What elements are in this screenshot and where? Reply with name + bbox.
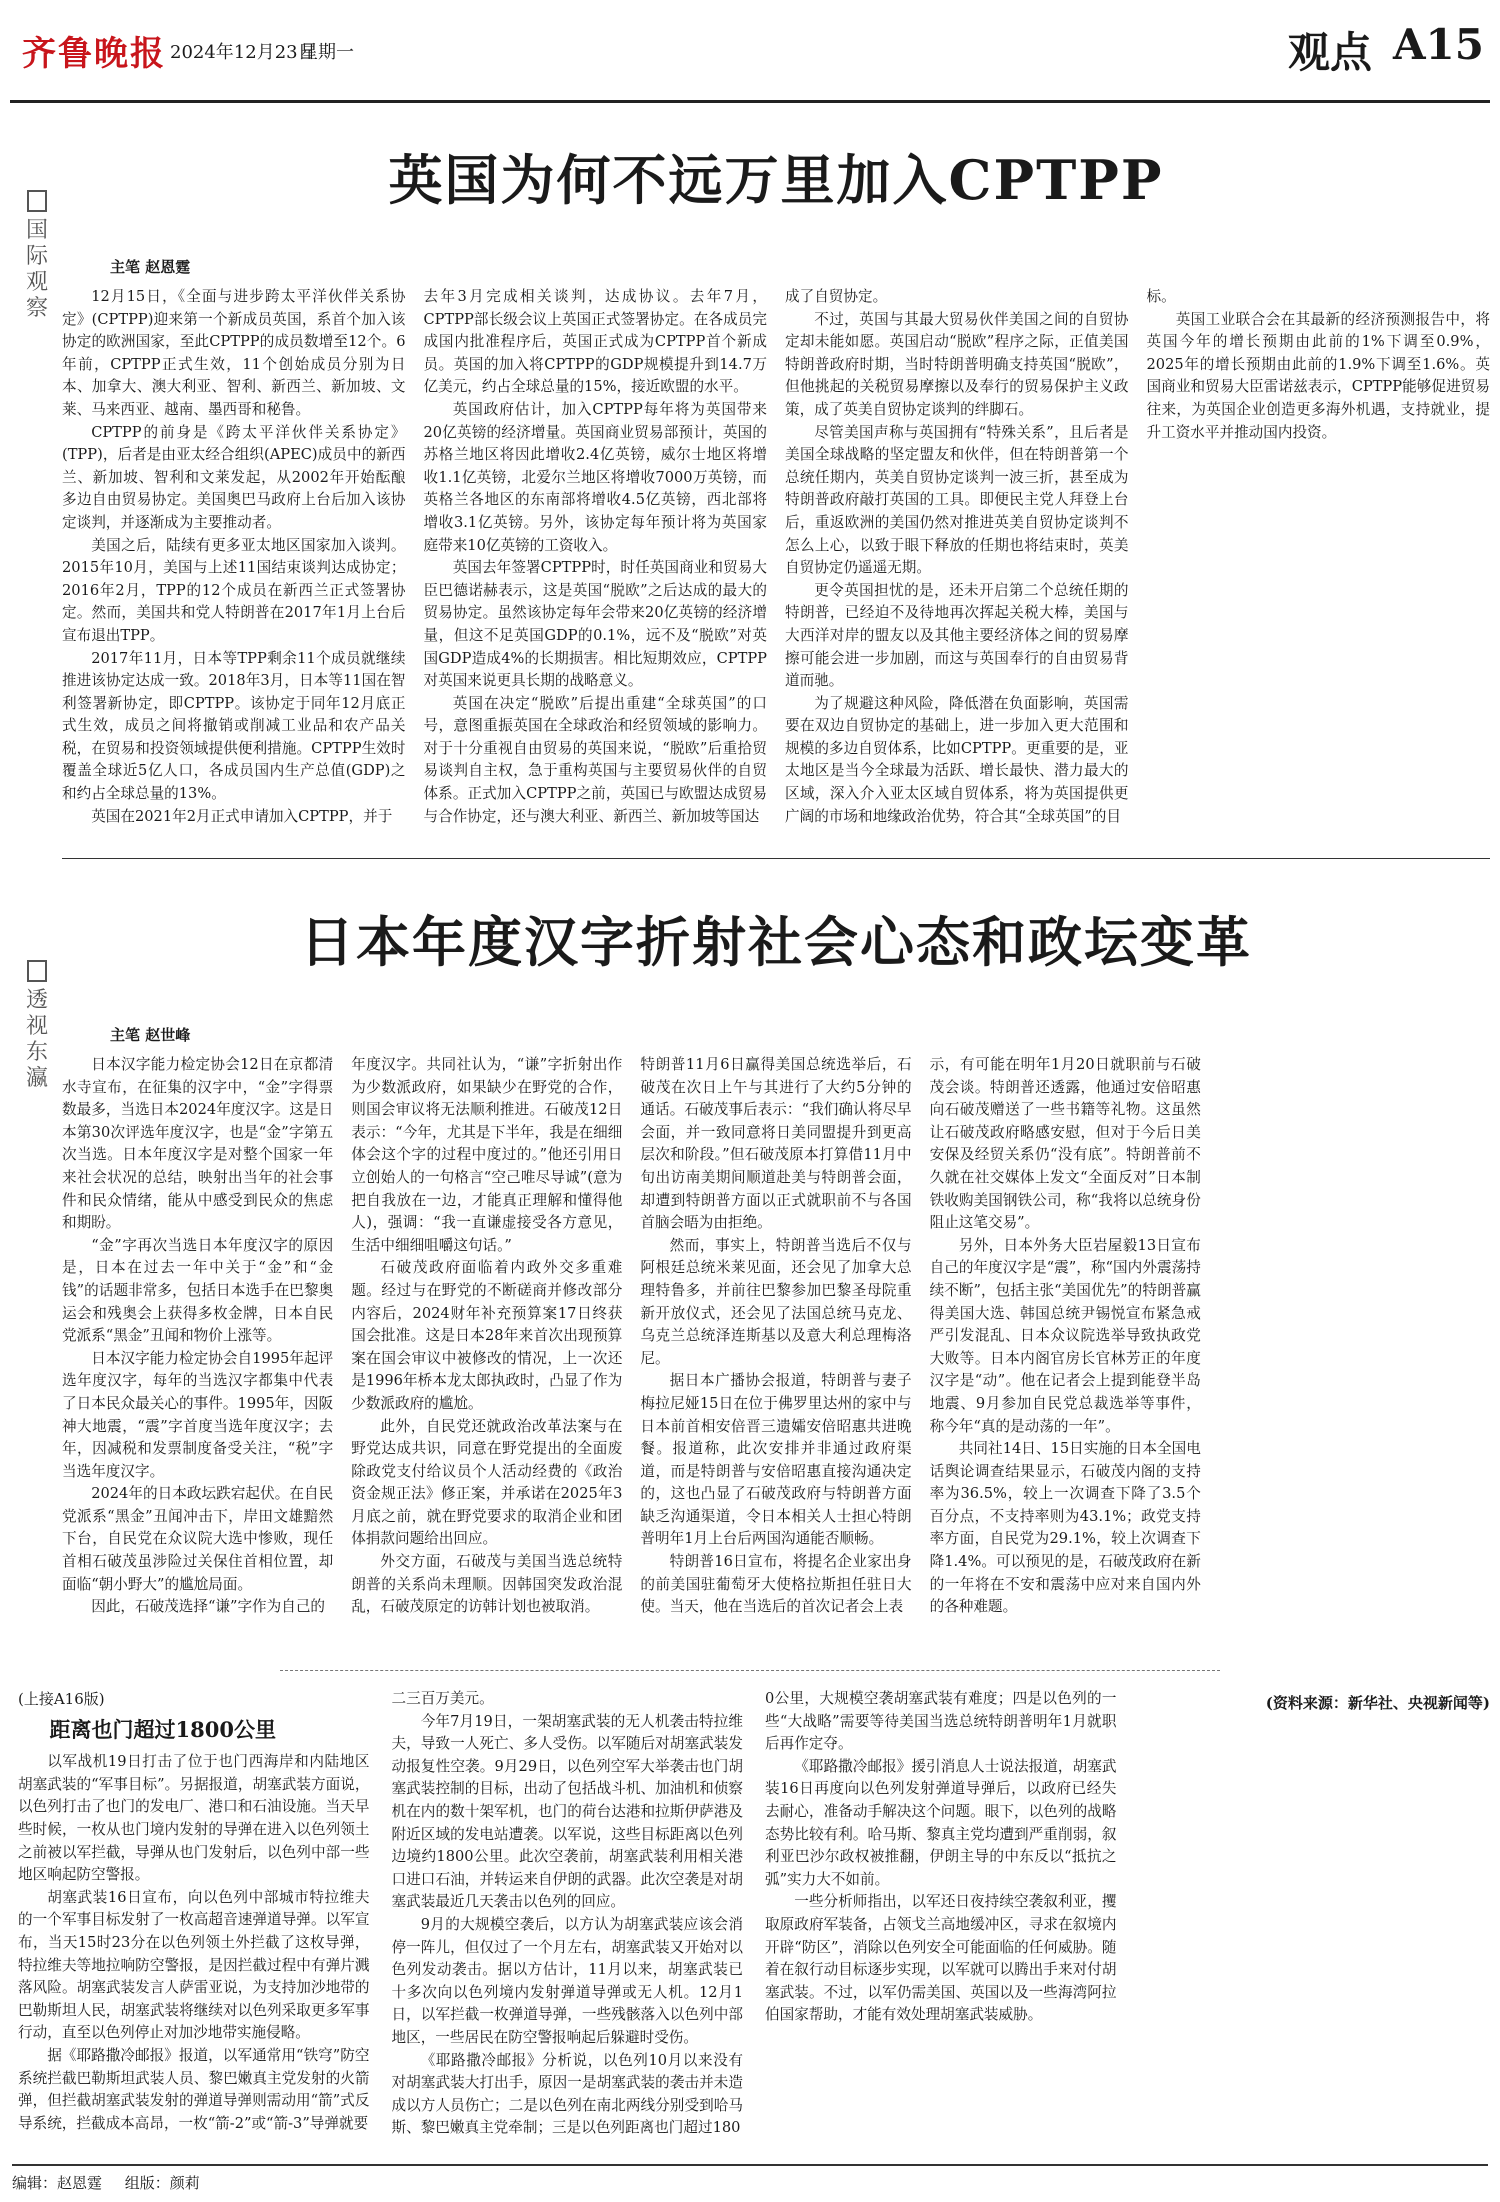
article-body bbox=[62, 286, 1490, 842]
masthead-logo: 齐鲁晚报 bbox=[22, 34, 166, 74]
text-column bbox=[640, 1054, 911, 1626]
section-name: 观点 bbox=[1287, 28, 1372, 77]
paragraph: 去年3月完成相关谈判，达成协议。去年7月，CPTPP部长级会议上英国正式签署协定。在各成员完成国内批准程序后，英国正式成为CPTPP首个新成员。英国的加入将CPTPP的GDP规模提升到14.7万亿美元，约占全球总量的15%，接近欧盟的水平。 bbox=[423, 288, 767, 396]
paragraph: CPTPP的前身是《跨太平洋伙伴关系协定》(TPP)，后者是由亚太经合组织(APEC)成员中的新西兰、新加坡、智利和文莱发起，从2002年开始酝酿多边自由贸易协定。美国奥巴马政府上台后加入该协定谈判，并逐渐成为主要推动者。 bbox=[62, 423, 406, 531]
paragraph: 然而，事实上，特朗普当选后不仅与阿根廷总统米莱见面，还会见了加拿大总理特鲁多，并前往巴黎参加巴黎圣母院重新开放仪式，还会见了法国总统马克龙、乌克兰总统泽连斯基以及意大利总理梅洛尼。 bbox=[640, 1236, 912, 1367]
article-japan-kanji bbox=[62, 900, 1490, 1640]
paragraph: 9月的大规模空袭后，以方认为胡塞武装应该会消停一阵儿，但仅过了一个月左右，胡塞武装又开始对以色列发动袭击。据以方估计，11月以来，胡塞武装已十多次向以色列境内发射弹道导弹或无人机。12月1日，以军拦截一枚弹道导弹，一些残骸落入以色列中部地区，一些居民在防空警报响起后躲避时受伤。 bbox=[391, 1915, 743, 2046]
paragraph: 英国政府估计，加入CPTPP每年将为英国带来20亿英镑的经济增量。英国商业贸易部预计，英国的苏格兰地区将因此增收2.4亿英镑，威尔士地区将增收1.1亿英镑，北爱尔兰地区将增收7000万英镑，而英格兰各地区的东南部将增收4.5亿英镑，西北部将增收3.1亿英镑。另外，该协定每年预计将为英国家庭带来10亿英镑的工资收入。 bbox=[423, 400, 767, 554]
column-label-international bbox=[22, 190, 52, 322]
text-column bbox=[351, 1054, 622, 1626]
article-headline: 英国为何不远万里加入CPTPP bbox=[388, 148, 1164, 212]
paragraph: 《耶路撒冷邮报》援引消息人士说法报道，胡塞武装16日再度向以色列发射弹道导弹后，以政府已经失去耐心，准备动手解决这个问题。眼下，以色列的战略态势比较有利。哈马斯、黎真主党均遭到严重削弱，叙利亚巴沙尔政权被推翻，伊朗主导的中东反以“抵抗之弧”实力大不如前。 bbox=[765, 1757, 1117, 1888]
text-column bbox=[930, 1054, 1201, 1626]
paragraph: 英国去年签署CPTPP时，时任英国商业和贸易大臣巴德诺赫表示，这是英国“脱欧”之后达成的最大的贸易协定。虽然该协定每年会带来20亿英镑的经济增量，但这不足英国GDP的0.1%，远不及“脱欧”对英国GDP造成4%的长期损害。相比短期效应，CPTPP对英国来说更具长期的战略意义。 bbox=[423, 559, 767, 690]
paragraph: 特朗普11月6日赢得美国总统选举后，石破茂在次日上午与其进行了大约5分钟的通话。石破茂事后表示：“我们确认将尽早会面，并一致同意将日美同盟提升到更高层次和阶段。”但石破茂原本打算借11月中旬出访南美期间顺道赴美与特朗普会面，却遭到特朗普方面以正式就职前不与各国首脑会晤为由拒绝。 bbox=[640, 1056, 912, 1232]
article-headline: 日本年度汉字折射社会心态和政坛变革 bbox=[300, 910, 1252, 974]
paragraph: 一些分析师指出，以军还日夜持续空袭叙利亚，攫取原政府军装备，占领戈兰高地缓冲区，寻求在叙境内开辟“防区”，消除以色列安全可能面临的任何威胁。随着在叙行动目标逐步实现，以军就可以腾出手来对付胡塞武装。不过，以军仍需美国、英国以及一些海湾阿拉伯国家帮助，才能有效处理胡塞武装威胁。 bbox=[765, 1893, 1117, 2024]
paragraph: 日本汉字能力检定协会自1995年起评选年度汉字，每年的当选汉字都集中代表了日本民众最关心的事件。1995年，因阪神大地震，“震”字首度当选年度汉字；去年，因减税和发票制度备受关注，“税”字当选年度汉字。 bbox=[62, 1349, 334, 1480]
column-label-japan bbox=[22, 960, 52, 1092]
paragraph: 2017年11月，日本等TPP剩余11个成员就继续推进该协定达成一致。2018年3月，日本等11国在智利签署新协定，即CPTPP。该协定于同年12月底正式生效，成员之间将撤销或削减工业品和农产品关税，在贸易和投资领域提供便利措施。CPTPP生效时覆盖全球近5亿人口，各成员国内生产总值(GDP)之和约占全球总量的13%。 bbox=[62, 649, 406, 803]
paragraph: 成了自贸协定。 bbox=[785, 288, 888, 305]
article-body bbox=[18, 1688, 1490, 2154]
paragraph: 不过，英国与其最大贸易伙伴美国之间的自贸协定却未能如愿。英国启动“脱欧”程序之际，正值美国特朗普政府时期，当时特朗普明确支持英国“脱欧”，但他挑起的关税贸易摩擦以及奉行的贸易保护主义政策，成了英美自贸协定谈判的绊脚石。 bbox=[785, 310, 1129, 418]
text-column bbox=[765, 1688, 1117, 2154]
paragraph: 英国在2021年2月正式申请加入CPTPP，并于 bbox=[91, 807, 393, 825]
paragraph: 今年7月19日，一架胡塞武装的无人机袭击特拉维夫，导致一人死亡、多人受伤。以军随后对胡塞武装发动报复性空袭。9月29日，以色列空军大举袭击也门胡塞武装控制的目标，出动了包括战斗机、加油机和侦察机在内的数十架军机，也门的荷台达港和拉斯伊萨港及附近区域的发电站遭袭。以军说，这些目标距离以色列边境约1800公里。此次空袭前，胡塞武装利用相关港口进口石油，并转运来自伊朗的武器。此次空袭是对胡塞武装最近几天袭击以色列的回应。 bbox=[391, 1712, 743, 1911]
paragraph: “金”字再次当选日本年度汉字的原因是，日本在过去一年中关于“金”和“金钱”的话题非常多，包括日本选手在巴黎奥运会和残奥会上获得多枚金牌，日本自民党派系“黑金”丑闻和物价上涨等。 bbox=[62, 1236, 334, 1345]
text-column bbox=[785, 286, 1129, 842]
paragraph: 年度汉字。共同社认为，“谦”字折射出作为少数派政府，如果缺少在野党的合作，则国会审议将无法顺利推进。石破茂12日表示：“今年，尤其是下半年，我是在细细体会这个字的过程中度过的。”他还引用日立创始人的一句格言“空己唯尽导诚”(意为把自我放在一边，才能真正理解和懂得他人)，强调：“我一直谦虚接受各方意见，生活中细细咀嚼这句话。” bbox=[351, 1056, 623, 1254]
paragraph: 美国之后，陆续有更多亚太地区国家加入谈判。2015年10月，美国与上述11国结束谈判达成协定；2016年2月，TPP的12个成员在新西兰正式签署协定。然而，美国共和党人特朗普在2017年1月上台后宣布退出TPP。 bbox=[62, 536, 406, 644]
column-marker-icon bbox=[27, 190, 47, 212]
paragraph: 英国在决定“脱欧”后提出重建“全球英国”的口号，意图重振英国在全球政治和经贸领域的影响力。对于十分重视自由贸易的英国来说，“脱欧”后重拾贸易谈判自主权，急于重构英国与主要贸易伙伴的自贸体系。正式加入CPTPP之前，英国已与欧盟达成贸易与合作协定，还与澳大利亚、新西兰、新加坡等国达 bbox=[423, 694, 767, 825]
paragraph: 更令英国担忧的是，还未开启第二个总统任期的特朗普，已经迫不及待地再次挥起关税大棒，美国与大西洋对岸的盟友以及其他主要经济体之间的贸易摩擦可能会进一步加剧，而这与英国奉行的自由贸易背道而驰。 bbox=[785, 581, 1129, 690]
article-headline: 距离也门超过1800公里 bbox=[49, 1716, 276, 1742]
paragraph: 英国工业联合会在其最新的经济预测报告中，将英国今年的增长预期由此前的1%下调至0.9%，2025年的增长预期由此前的1.9%下调至1.6%。英国商业和贸易大臣雷诺兹表示，CPTPP能够促进贸易往来，为英国企业创造更多海外机遇，支持就业，提升工资水平并推动国内投资。 bbox=[1146, 310, 1490, 441]
paragraph: 特朗普16日宣布，将提名企业家出身的前美国驻葡萄牙大使格拉斯担任驻日大使。当天，他在当选后的首次记者会上表 bbox=[640, 1553, 912, 1616]
layout-credit: 组版：颜莉 bbox=[124, 2174, 200, 2192]
paragraph: 以军战机19日打击了位于也门西海岸和内陆地区胡塞武装的“军事目标”。另据报道，胡塞武装方面说，以色列打击了也门的发电厂、港口和石油设施。当天早些时候，一枚从也门境内发射的导弹在进入以色列领土之前被以军拦截，导弹从也门发射后，以色列中部一些地区响起防空警报。 bbox=[18, 1753, 370, 1884]
column-label-text: 国 际 观 察 bbox=[25, 218, 48, 321]
paragraph: 外交方面，石破茂与美国当选总统特朗普的关系尚未理顺。因韩国突发政治混乱，石破茂原定的访韩计划也被取消。 bbox=[351, 1553, 623, 1616]
issue-date: 2024年12月23日 bbox=[170, 42, 316, 63]
text-column bbox=[18, 1688, 370, 2154]
text-column bbox=[62, 1054, 333, 1626]
article-byline: 主笔 赵恩霆 bbox=[110, 258, 191, 276]
paragraph: 0公里，大规模空袭胡塞武装有难度；四是以色列的一些“大战略”需要等待美国当选总统特朗普明年1月就职后再作定夺。 bbox=[765, 1690, 1117, 1753]
paragraph: 为了规避这种风险，降低潜在负面影响，英国需要在双边自贸协定的基础上，进一步加入更大范围和规模的多边自贸体系，比如CPTPP。更重要的是，亚太地区是当今全球最为活跃、增长最快、潜力最大的区域，深入介入亚太区域自贸体系，将为英国提供更广阔的市场和地缘政治优势，符合其“全球英国”的目 bbox=[785, 694, 1129, 825]
article-cptpp bbox=[62, 138, 1490, 850]
article-body bbox=[62, 1054, 1490, 1626]
paragraph: 《耶路撒冷邮报》分析说，以色列10月以来没有对胡塞武装大打出手，原因一是胡塞武装的袭击并未造成以方人员伤亡；二是以色列在南北两线分别受到哈马斯、黎巴嫩真主党牵制；三是以色列距离也门超过180 bbox=[391, 2051, 743, 2137]
article-byline: 主笔 赵世峰 bbox=[110, 1026, 191, 1044]
paragraph: 共同社14日、15日实施的日本全国电话舆论调查结果显示，石破茂内阁的支持率为36.5%，较上一次调查下降了3.5个百分点，不支持率则为43.1%；政党支持率方面，自民党为29.1%，较上次调查下降1.4%。可以预见的是，石破茂政府在新的一年将在不安和震荡中应对来自国内外的各种难题。 bbox=[929, 1440, 1201, 1616]
paragraph: 日本汉字能力检定协会12日在京都清水寺宣布，在征集的汉字中，“金”字得票数最多，当选日本2024年度汉字。这是日本第30次评选年度汉字，也是“金”字第五次当选。日本年度汉字是对整个国家一年来社会状况的总结，映射出当年的社会事件和民众情绪，能从中感受到民众的焦虑和期盼。 bbox=[62, 1056, 334, 1232]
text-column bbox=[1139, 1688, 1491, 2154]
paragraph: 尽管美国声称与英国拥有“特殊关系”，且后者是美国全球战略的坚定盟友和伙伴，但在特朗普第一个总统任期内，英美自贸协定谈判一波三折，甚至成为特朗普政府敲打英国的工具。即便民主党人拜登上台后，重返欧洲的美国仍然对推进英美自贸协定谈判不怎么上心，以致于眼下释放的任期也将结束时，英美自贸协定仍遥遥无期。 bbox=[785, 423, 1129, 577]
paragraph: 2024年的日本政坛跌宕起伏。在自民党派系“黑金”丑闻冲击下，岸田文雄黯然下台，自民党在众议院大选中惨败，现任首相石破茂虽涉险过关保住首相位置，却面临“朝小野大”的尴尬局面。 bbox=[62, 1485, 334, 1593]
header-rule bbox=[10, 100, 1490, 103]
section-divider bbox=[62, 858, 1490, 859]
text-column bbox=[392, 1688, 744, 2154]
paragraph: 此外，自民党还就政治改革法案与在野党达成共识，同意在野党提出的全面废除政党支付给议员个人活动经费的《政治资金规正法》修正案，并承诺在2025年3月底之前，就在野党要求的取消企业和团体捐款问题给出回应。 bbox=[351, 1417, 623, 1548]
paragraph: 据日本广播协会报道，特朗普与妻子梅拉尼娅15日在位于佛罗里达州的家中与日本前首相安倍晋三遗孀安倍昭惠共进晚餐。报道称，此次安排并非通过政府渠道，而是特朗普与安倍昭惠直接沟通决定的，这也凸显了石破茂政府与特朗普方面缺乏沟通渠道，令日本相关人士担心特朗普明年1月上台后两国沟通能否顺畅。 bbox=[640, 1372, 912, 1548]
paragraph: 石破茂政府面临着内政外交多重难题。经过与在野党的不断磋商并修改部分内容后，2024财年补充预算案17日终获国会批准。这是日本28年来首次出现预算案在国会审议中被修改的情况，上一次还是1996年桥本龙太郎执政时，凸显了作为少数派政府的尴尬。 bbox=[351, 1259, 623, 1412]
editor-credit: 编辑：赵恩霆 bbox=[12, 2174, 103, 2192]
text-column bbox=[424, 286, 768, 842]
article-yemen bbox=[18, 1688, 1490, 2156]
paragraph: 另外，日本外务大臣岩屋毅13日宣布自己的年度汉字是“震”，称“国内外震荡持续不断”，包括主张“美国优先”的特朗普赢得美国大选、韩国总统尹锡悦宣布紧急戒严引发混乱、日本众议院选举导致执政党大败等。日本内阁官房长官林芳正的年度汉字是“动”。他在记者会上提到能登半岛地震、9月参加自民党总裁选举等事件，称今年“真的是动荡的一年”。 bbox=[929, 1236, 1201, 1435]
paragraph: 胡塞武装16日宣布，向以色列中部城市特拉维夫的一个军事目标发射了一枚高超音速弹道导弹。以军宣布，当天15时23分在以色列领土外拦截了这枚导弹，特拉维夫等地拉响防空警报，是因拦截过程中有弹片溅落风险。胡塞武装发言人萨雷亚说，为支持加沙地带的巴勒斯坦人民，胡塞武装将继续对以色列采取更多军事行动，直至以色列停止对加沙地带实施侵略。 bbox=[18, 1888, 370, 2042]
page-footer bbox=[12, 2164, 1488, 2193]
paragraph: 标。 bbox=[1146, 288, 1176, 305]
paragraph: 12月15日，《全面与进步跨太平洋伙伴关系协定》(CPTPP)迎来第一个新成员英国，系首个加入该协定的欧洲国家，至此CPTPP的成员数增至12个。6年前，CPTPP正式生效，11个创始成员分别为日本、加拿大、澳大利亚、智利、新西兰、新加坡、文莱、马来西亚、越南、墨西哥和秘鲁。 bbox=[62, 288, 406, 418]
column-label-text: 透 视 东 瀛 bbox=[25, 988, 48, 1091]
paragraph: 二三百万美元。 bbox=[391, 1690, 494, 1707]
text-column bbox=[1219, 1054, 1490, 1626]
paragraph: 据《耶路撒冷邮报》报道，以军通常用“铁穹”防空系统拦截巴勒斯坦武装人员、黎巴嫩真主党发射的火箭弹，但拦截胡塞武装发射的弹道导弹则需动用“箭”式反导系统，拦截成本高昂，一枚“箭-2”或“箭-3”导弹就要 bbox=[18, 2046, 370, 2132]
paragraph: 因此，石破茂选择“谦”字作为自己的 bbox=[91, 1598, 326, 1616]
text-column bbox=[62, 286, 406, 842]
continued-from-label: (上接A16版) bbox=[18, 1690, 105, 1708]
dashed-divider bbox=[280, 1670, 1220, 1671]
source-credit: (资料来源：新华社、央视新闻等) bbox=[1265, 1694, 1490, 1712]
page-header bbox=[10, 8, 1490, 100]
page-number: A15 bbox=[1392, 20, 1484, 69]
column-marker-icon bbox=[27, 960, 47, 982]
text-column bbox=[1147, 286, 1491, 842]
paragraph: 示，有可能在明年1月20日就职前与石破茂会谈。特朗普还透露，他通过安倍昭惠向石破茂赠送了一些书籍等礼物。这虽然让石破茂政府略感安慰，但对于今后日美安保及经贸关系仍“没有底”。特朗普前不久就在社交媒体上发文“全面反对”日本制铁收购美国钢铁公司，称“我将以总统身份阻止这笔交易”。 bbox=[929, 1056, 1201, 1232]
issue-weekday: 星期一 bbox=[300, 42, 354, 63]
